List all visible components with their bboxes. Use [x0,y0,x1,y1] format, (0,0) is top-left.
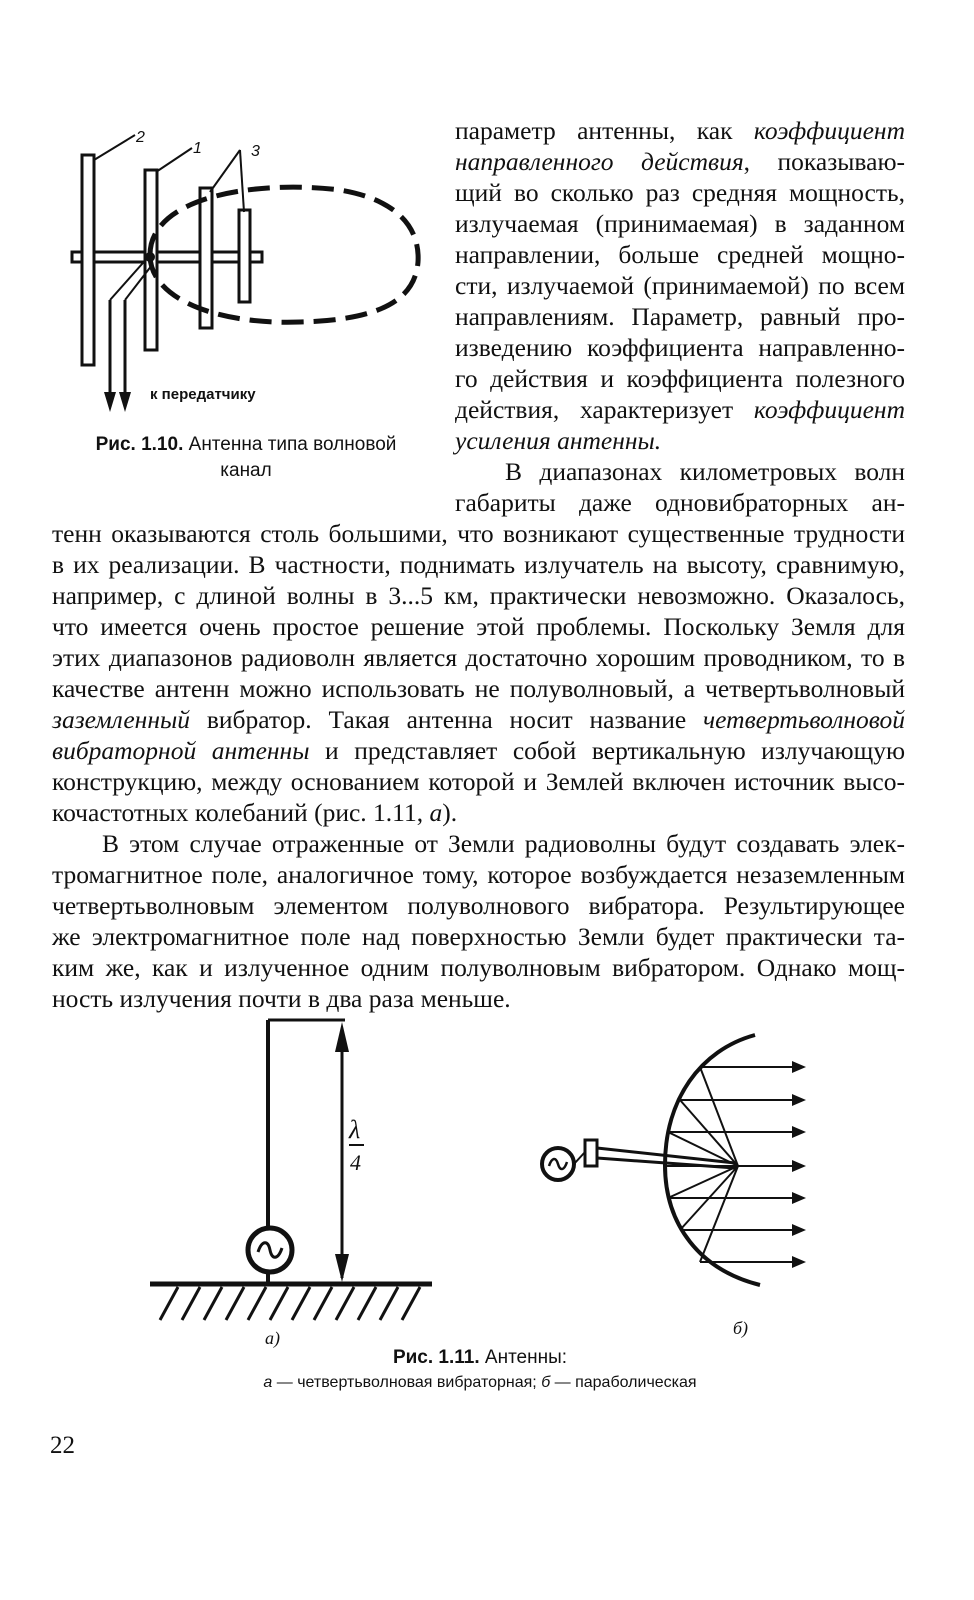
text-line: действия, характеризует коэффициент [455,395,905,424]
caption-text: Антенны: [484,1347,568,1368]
caption-number: Рис. 1.11. [392,1347,480,1368]
caption-text: Антенна типа волновой [188,434,397,455]
text-line: параметр антенны, как коэффициент [455,116,905,145]
text-line: заземленный вибратор. Такая антенна носит название четвертьволновой [52,705,905,734]
figure-1-11-subcaption: а — четвертьволновая вибраторная; б — параболическая [263,1374,697,1391]
caption-text-line2: канал [220,460,272,481]
text-line: габариты даже одновибраторных ан- [455,488,905,517]
text-line: В этом случае отраженные от Земли радиоволны будут создавать элек- [102,829,905,858]
text-line: направлениям. Параметр, равный про- [455,302,905,331]
text-line: изведению коэффициента направленно- [455,333,905,362]
figure-1-11-caption [280,1345,680,1371]
text-line: ность излучения почти в два раза меньше. [52,984,511,1013]
text-line: в их реализации. В частности, поднимать излучатель на высоту, сравнимую, [52,550,905,579]
text-line: щий во сколько раз средняя мощность, [455,178,905,207]
text-line: четвертьволновым элементом полуволнового вибратора. Результирующее [52,891,905,920]
divisor-four: 4 [350,1150,361,1175]
text-line: кочастотных колебаний (рис. 1.11, а). [52,798,458,827]
text-line: сти, излучаемой (принимаемой) по всем [455,271,905,300]
label-a: а) [265,1328,280,1348]
label-b: б) [733,1318,749,1338]
text-line: ким же, как и излученное одним полуволновым вибратором. Однако мощ- [52,953,905,982]
text-line: же электромагнитное поле над поверхностью Земли будет практически та- [52,922,905,951]
transmitter-label: к передатчику [150,386,256,403]
text-line: направленного действия, показываю- [455,147,905,176]
text-line: тенн оказываются столь большими, что возникают существенные трудности [52,519,905,548]
text-line: излучаемая (принимаемая) в заданном [455,209,905,238]
text-line: усиления антенны. [455,426,662,455]
label-2: 2 [136,129,145,146]
text-line: что имеется очень простое решение этой проблемы. Поскольку Земля для [52,612,905,641]
text-line: го действия и коэффициента полезного [455,364,905,393]
lambda-symbol: λ [349,1115,361,1144]
text-line: направлении, больше средней мощно- [455,240,905,269]
text-line: вибраторной антенны и представляет собой вертикальную излучающую [52,736,906,765]
text-line: этих диапазонов радиоволн является достаточно хорошим проводником, то в [52,643,905,672]
text-line: например, с длиной волны в 3...5 км, практически невозможно. Оказалось, [52,581,905,610]
ray-arrowheads [792,1061,806,1268]
caption-number: Рис. 1.10. [95,434,184,455]
label-3: 3 [251,143,260,160]
page-number: 22 [50,1432,75,1459]
text-line: конструкцию, между основанием которой и Землей включен источник высо- [52,767,905,796]
text-line: качестве антенн можно использовать не полуволновый, а четвертьволновый [52,674,905,703]
text-line: В диапазонах километровых волн [505,457,905,486]
label-1: 1 [193,140,202,157]
text-line: тромагнитное поле, аналогичное тому, которое возбуждается незаземленным [52,860,905,889]
